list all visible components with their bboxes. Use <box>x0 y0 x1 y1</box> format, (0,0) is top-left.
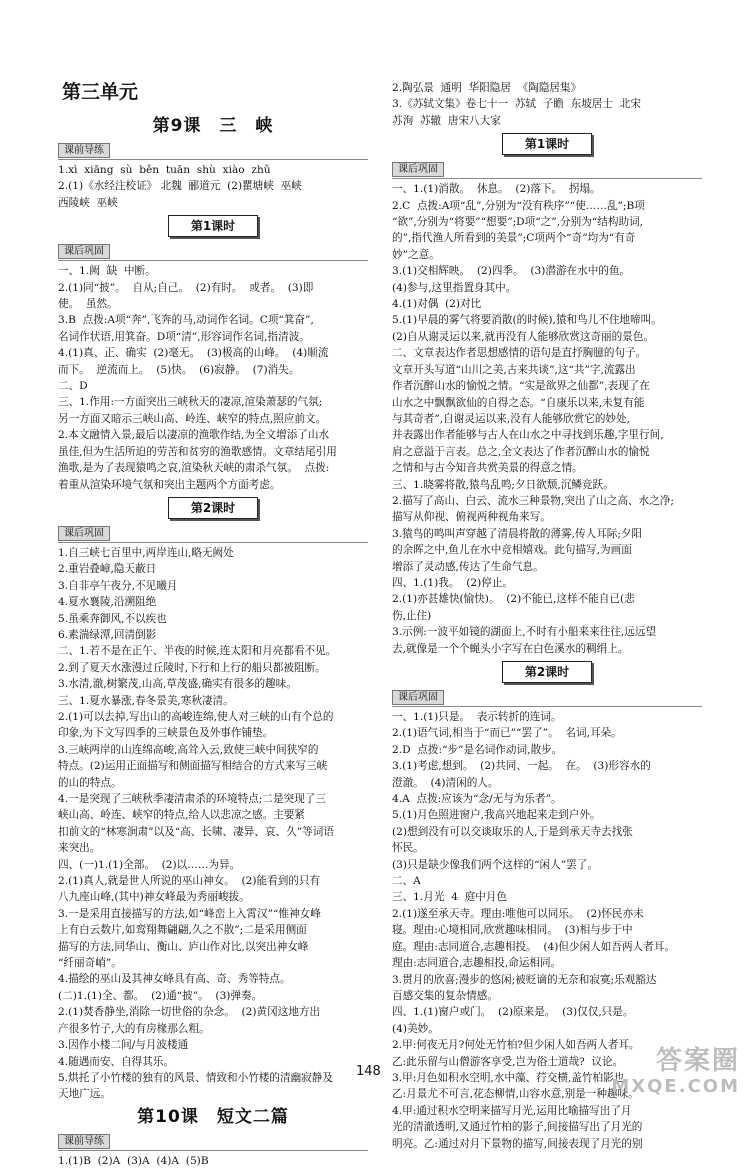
answer-line: 3.三峡两岸的山连绵高峻,高耸入云,致使三峡中间狭窄的 <box>58 743 319 756</box>
answer-line: 三、1.作用:一方面突出三峡秋天的凄凉,渲染萧瑟的气氛; <box>58 396 323 409</box>
answer-line: 的”,指代渔人所看到的美景”;C项两个“奇”均为“有奇 <box>392 232 636 245</box>
answer-line: 四、1.(1)我。 (2)停止。 <box>392 576 514 589</box>
answer-line: 2.本文融情入景,最后以凄凉的渔歌作结,为全文增添了山水 <box>58 429 330 442</box>
answer-line: 山水之中飘飘欲仙的自得之态。“自康乐以来,未复有能 <box>392 396 645 409</box>
answer-line: 肩之意溢于言表。总之,全文表达了作者沉醉山水的愉悦 <box>392 445 650 458</box>
answer-line: 怀民。 <box>392 842 424 855</box>
answer-line: 4.A 点拨:应该为“念/无与为乐者”。 <box>392 793 562 806</box>
answer-line: 作者沉醉山水的愉悦之情。“实是欲界之仙都”,表现了在 <box>392 380 650 393</box>
answer-line: 2.(1)同“披”。 自从;自己。 (2)有时。 或者。 (3)即 <box>58 281 314 294</box>
lesson9-period1-answers <box>58 263 368 493</box>
answer-line: 4.一是突现了三峡秋季凄清肃杀的环境特点;二是突现了三 <box>58 793 326 805</box>
section-tag-after: 课后巩固 <box>58 244 110 259</box>
answer-line: (4)美妙。 <box>392 1022 439 1035</box>
answer-line: 理由:志同道合,志趣相投,命运相同。 <box>392 957 562 970</box>
answer-line: 来突出。 <box>58 842 101 855</box>
lesson10-preview-continued <box>392 80 702 129</box>
answer-line: 4.甲:通过积水空明来描写月光,运用比喻描写出了月 <box>392 1104 632 1117</box>
answer-line: 特点。(2)运用正面描写和侧面描写相结合的方式来写三峡 <box>58 760 328 773</box>
answer-line: (2)想到没有可以交谈取乐的人,于是到承天寺去找张 <box>392 825 633 838</box>
answer-line: 渔歌,是为了表现猿鸣之哀,渲染秋天峡的肃杀气氛。 点拨: <box>58 462 330 475</box>
lesson-9-title: 第9课 三 峡 <box>152 116 274 136</box>
answer-line: 2.(1)可以去掉,写出山的高峻连绵,使人对三峡的山有个总的 <box>58 710 334 723</box>
answer-line: 上有白云数片,如鸾翔舞翩翩,久之不散”;二是采用侧面 <box>58 924 307 937</box>
answer-line: 1.(1)B (2)A (3)A (4)A (5)B <box>58 1154 209 1167</box>
answer-line: 2.C 点拨:A项“乱”,分别为“没有秩序”“使……乱”;B项 <box>392 199 645 212</box>
answer-line: 去,就像是一个个蝇头小字写在白色溪水的稠绢上。 <box>392 642 629 655</box>
right-column <box>392 80 702 1152</box>
answer-line: 2.(1)语气词,相当于“而已”“罢了”。 名词,耳朵。 <box>392 727 622 740</box>
lesson10-period1-answers <box>392 181 702 657</box>
answer-line: 3.(1)交相辉映。 (2)四季。 (3)潜游在水中的鱼。 <box>392 265 631 278</box>
left-column <box>58 80 368 1169</box>
answer-line: 庭。理由:志同道合,志趣相投。 (4)但少闲人如吾两人者耳。 <box>392 940 675 953</box>
answer-line: 3.《苏轼文集》卷七十一 苏轼 子瞻 东坡居士 北宋 <box>392 98 641 111</box>
answer-line: 2.到了夏天水涨漫过丘陵时,下行和上行的船只都被阻断。 <box>58 661 326 674</box>
answer-line: 1.自三峡七百里中,两岸连山,略无阙处 <box>58 546 234 559</box>
answer-line: 2.重岩叠嶂,隐天蔽日 <box>58 563 157 576</box>
answer-line: 名词作状语,用箕奋。D项“清”,形容词作名词,指清波。 <box>58 330 310 343</box>
answer-line: 乙:此乐留与山僧游客享受,岂为俗士道哉? 议论。 <box>392 1055 624 1068</box>
answer-line: 而下。 逆流而上。 (5)快。 (6)寂静。 (7)消失。 <box>58 363 300 376</box>
answer-line: 虽佳,但为生活所迫的劳苦和贫穷的渔歌感情。文章结尾引用 <box>58 445 337 458</box>
answer-line: 三、1.晓雾将散,猿鸟乱鸣;夕日欲颓,沉鳞竞跃。 <box>392 478 614 491</box>
answer-line: 八九座山峰,(其中)神女峰最为秀丽峻拔。 <box>58 891 250 904</box>
answer-line: 2.描写了高山、白云、流水三种景物,突出了山之高、水之净; <box>392 494 674 507</box>
answer-line: 西陵峡 巫峡 <box>58 196 118 209</box>
answer-line: 之情和与古今知音共赏美景的得意之情。 <box>392 462 583 475</box>
answer-line: 2.陶弘景 通明 华阳隐居 《陶隐居集》 <box>392 82 582 94</box>
answer-line: 4.随遇而安、自得其乐。 <box>58 1055 175 1068</box>
answer-line: 6.素湍绿潭,回清倒影 <box>58 628 157 641</box>
answer-line: 3.B 点拨:A项“奔”,飞奔的马,动词作名词。C项“箕奋”, <box>58 314 314 327</box>
section-tag-after: 课后巩固 <box>392 162 444 177</box>
watermark-logo-text: 答案圈 <box>655 1046 740 1076</box>
answer-line: 澄澈。 (4)清闲的人。 <box>392 776 499 789</box>
answer-line: 与其奇者”,自谢灵运以来,没有人能够欣赏它的妙处, <box>392 412 630 425</box>
answer-line: 文章开头写道“山川之美,古来共谈”,这“共”字,流露出 <box>392 363 636 376</box>
lesson9-period2-answers <box>58 545 368 1103</box>
site-watermark <box>598 1046 740 1104</box>
answer-line: 1.xì xiāng sù běn tuān shù xiào zhǔ <box>58 164 271 176</box>
section-tag-after: 课后巩固 <box>392 690 444 705</box>
answer-line: 二、D <box>58 380 88 393</box>
answer-line: 4.(1)真、正、确实 (2)毫无。 (3)极高的山峰。 (4)顺流 <box>58 347 329 360</box>
answer-line: 四、1.(1)窗户或门。 (2)原来是。 (3)仅仅,只是。 <box>392 1006 634 1019</box>
answer-line: 4.描绘的巫山及其神女峰具有高、奇、秀等特点。 <box>58 973 291 986</box>
unit-title: 第三单元 <box>62 81 139 103</box>
answer-line: 另一方面又暗示三峡山高、岭连、峡窄的特点,照应前文。 <box>58 412 327 425</box>
section-tag-preview: 课前导练 <box>58 143 110 158</box>
answer-line: 3.水清,澈,树繁茂,山高,草茂盛,确实有很多的趣味。 <box>58 678 297 691</box>
answer-line: 2.甲:何夜无月?何处无竹柏?但少闲人如吾两人者耳。 <box>392 1039 640 1052</box>
answer-line: 2.D 点拨:“步”是名词作动词,散步。 <box>392 743 563 756</box>
answer-line: 百感交集的复杂情感。 <box>392 989 498 1002</box>
answer-line: 3.因作小楼二间/与月波楼通 <box>58 1039 189 1052</box>
answer-line: “纤丽奇峭”。 <box>58 957 122 970</box>
answer-line: 二、1.若不是在正午、半夜的时候,连太阳和月亮都看不见。 <box>58 645 337 658</box>
answer-line: (二)1.(1)全、都。 (2)通“披”。 (3)弹奏。 <box>58 989 263 1002</box>
answer-line: (2)自从谢灵运以来,就再没有人能够欣赏这奇丽的景色。 <box>392 330 655 343</box>
answer-line: 苏洵 苏辙 唐宋八大家 <box>392 114 501 127</box>
answer-line: 2.(1)亦甚雄快(愉快)。 (2)不能已,这样不能自已(悲 <box>392 593 635 606</box>
lesson9-preview-answers <box>58 162 368 211</box>
answer-line: 三、1.夏水暴涨,春冬景美,寒秋凄清。 <box>58 694 234 707</box>
answer-line: 三、1.月光 4 庭中月色 <box>392 891 508 904</box>
answer-line: 3.贯月的欣喜;漫步的悠闲;被贬谪的无奈和寂寞;乐观豁达 <box>392 973 657 986</box>
answer-line: 二、文章表达作者思想感情的语句是直抒胸臆的句子。 <box>392 347 647 360</box>
answer-line: 着重从渲染环境气氛和突出主题两个方面考虑。 <box>58 478 281 491</box>
answer-line: 描写的方法,同华山、衡山、庐山作对比,以突出神女峰 <box>58 940 309 953</box>
period-2-box: 第2课时 <box>502 661 592 683</box>
answer-line: 3.(1)考虑,想到。 (2)共同、一起。 在。 (3)形容水的 <box>392 760 651 773</box>
answer-line: 一、1.阙 缺 中断。 <box>58 265 156 278</box>
answer-line: 一、1.(1)只是。 表示转折的连词。 <box>392 711 562 723</box>
answer-line: 天地广远。 <box>58 1088 111 1101</box>
answer-line: 峡山高、岭连、峡窄的特点,给人以悲凉之感。主要紧 <box>58 809 306 822</box>
period-2-box: 第2课时 <box>168 497 258 519</box>
answer-line: 明亮。乙:通过对月下景物的描写,间接表现了月光的别 <box>392 1137 643 1150</box>
watermark-url: MXQE.COM <box>611 1076 740 1097</box>
answer-line: 妙”之意。 <box>392 248 440 261</box>
answer-line: 2.(1)焚香静坐,消除一切世俗的杂念。 (2)黄冈这地方出 <box>58 1006 321 1019</box>
answer-line: 3.自非亭午夜分,不见曦月 <box>58 579 178 592</box>
answer-line: 伤,止住) <box>392 609 432 622</box>
answer-line: “欲”,分别为“将要”“想要”;D项“之”,分别为“结构助词, <box>392 216 643 229</box>
answer-line: 的余晖之中,鱼儿在水中竞相嬉戏。此句描写,为画面 <box>392 544 632 557</box>
answer-line: 2.(1)《水经注校证》 北魏 郦道元 (2)瞿塘峡 巫峡 <box>58 180 302 193</box>
answer-line: (3)只是缺少像我们两个这样的“闲人”罢了。 <box>392 858 598 871</box>
answer-line: 寝。理由:心境相同,欣赏趣味相同。 (3)相与步于中 <box>392 924 633 937</box>
answer-line: 描写从仰视、俯视两种视角来写。 <box>392 511 551 524</box>
answer-line: 二、A <box>392 875 421 888</box>
answer-line: 2.(1)遂至承天寺。理由:唯他可以同乐。 (2)怀民亦未 <box>392 907 644 920</box>
answer-line: 四、(一)1.(1)全部。 (2)以……为异。 <box>58 858 241 871</box>
period-1-box: 第1课时 <box>168 215 258 237</box>
answer-line: 5.(1)早晨的雾气将要消散(的时候),猿和鸟儿不住地啼叫。 <box>392 314 662 327</box>
answer-line: 一、1.(1)消散。 休息。 (2)落下。 拐塌。 <box>392 183 601 196</box>
answer-line: 2.(1)真人,就是世人所说的巫山神女。 (2)能看到的只有 <box>58 875 321 888</box>
section-tag-after: 课后巩固 <box>58 526 110 541</box>
answer-line: 使。 虽然。 <box>58 298 118 311</box>
answer-line: 增添了灵动感,传达了生命气息。 <box>392 560 544 573</box>
section-tag-preview: 课前导练 <box>58 1134 110 1149</box>
answer-line: 5.烘托了小竹楼的独有的风景、情致和小竹楼的清幽寂静及 <box>58 1071 333 1084</box>
answer-line: 5.虽乘奔御风,不以疾也 <box>58 612 167 625</box>
lesson10-preview-answers <box>58 1153 368 1169</box>
answer-line: 扣前文的“林寒涧肃”以及“高、长啸、凄异、哀、久”等词语 <box>58 825 334 838</box>
answer-line: 3.示例:一波平如镜的湖面上,不时有小船来来往往,远远望 <box>392 626 657 639</box>
period-1-box: 第1课时 <box>502 133 592 155</box>
answer-line: 印象,为下文写四季的三峡景色及外事作铺垫。 <box>58 727 274 740</box>
answer-line: 的山的特点。 <box>58 776 122 789</box>
answer-line: 4.(1)对偶 (2)对比 <box>392 298 482 311</box>
answer-line: 3.猿鸟的鸣叫声穿越了清晨将散的薄雾,传人耳际;夕阳 <box>392 527 643 540</box>
answer-line: 3.一是采用直接描写的方法,如“峰峦上入霄汉”“惟神女峰 <box>58 907 321 920</box>
answer-line: 乙:月景尤不可言,花态柳情,山容水意,别是一种趣味。 <box>392 1088 639 1101</box>
answer-line: 5.(1)月色照进窗户,我高兴地起来走到户外。 <box>392 809 601 822</box>
answer-line: 4.夏水襄陵,沿溯阻绝 <box>58 596 157 609</box>
answer-line: (4)参与,这里指置身其中。 <box>392 281 517 294</box>
answer-line: 3.甲:月色如积水空明,水中藻、荇交横,盖竹柏影也。 <box>392 1071 635 1084</box>
answer-line: 光的清澈透明,又通过竹柏的影子,间接描写出了月光的 <box>392 1121 643 1134</box>
lesson-10-title: 第10课 短文二篇 <box>137 1106 289 1127</box>
answer-line: 产很多竹子,大的有房椽那么粗。 <box>58 1022 210 1035</box>
page-number: 148 <box>356 1064 381 1079</box>
answer-line: 并表露出作者能够与古人在山水之中寻找到乐趣,字里行间, <box>392 429 664 442</box>
